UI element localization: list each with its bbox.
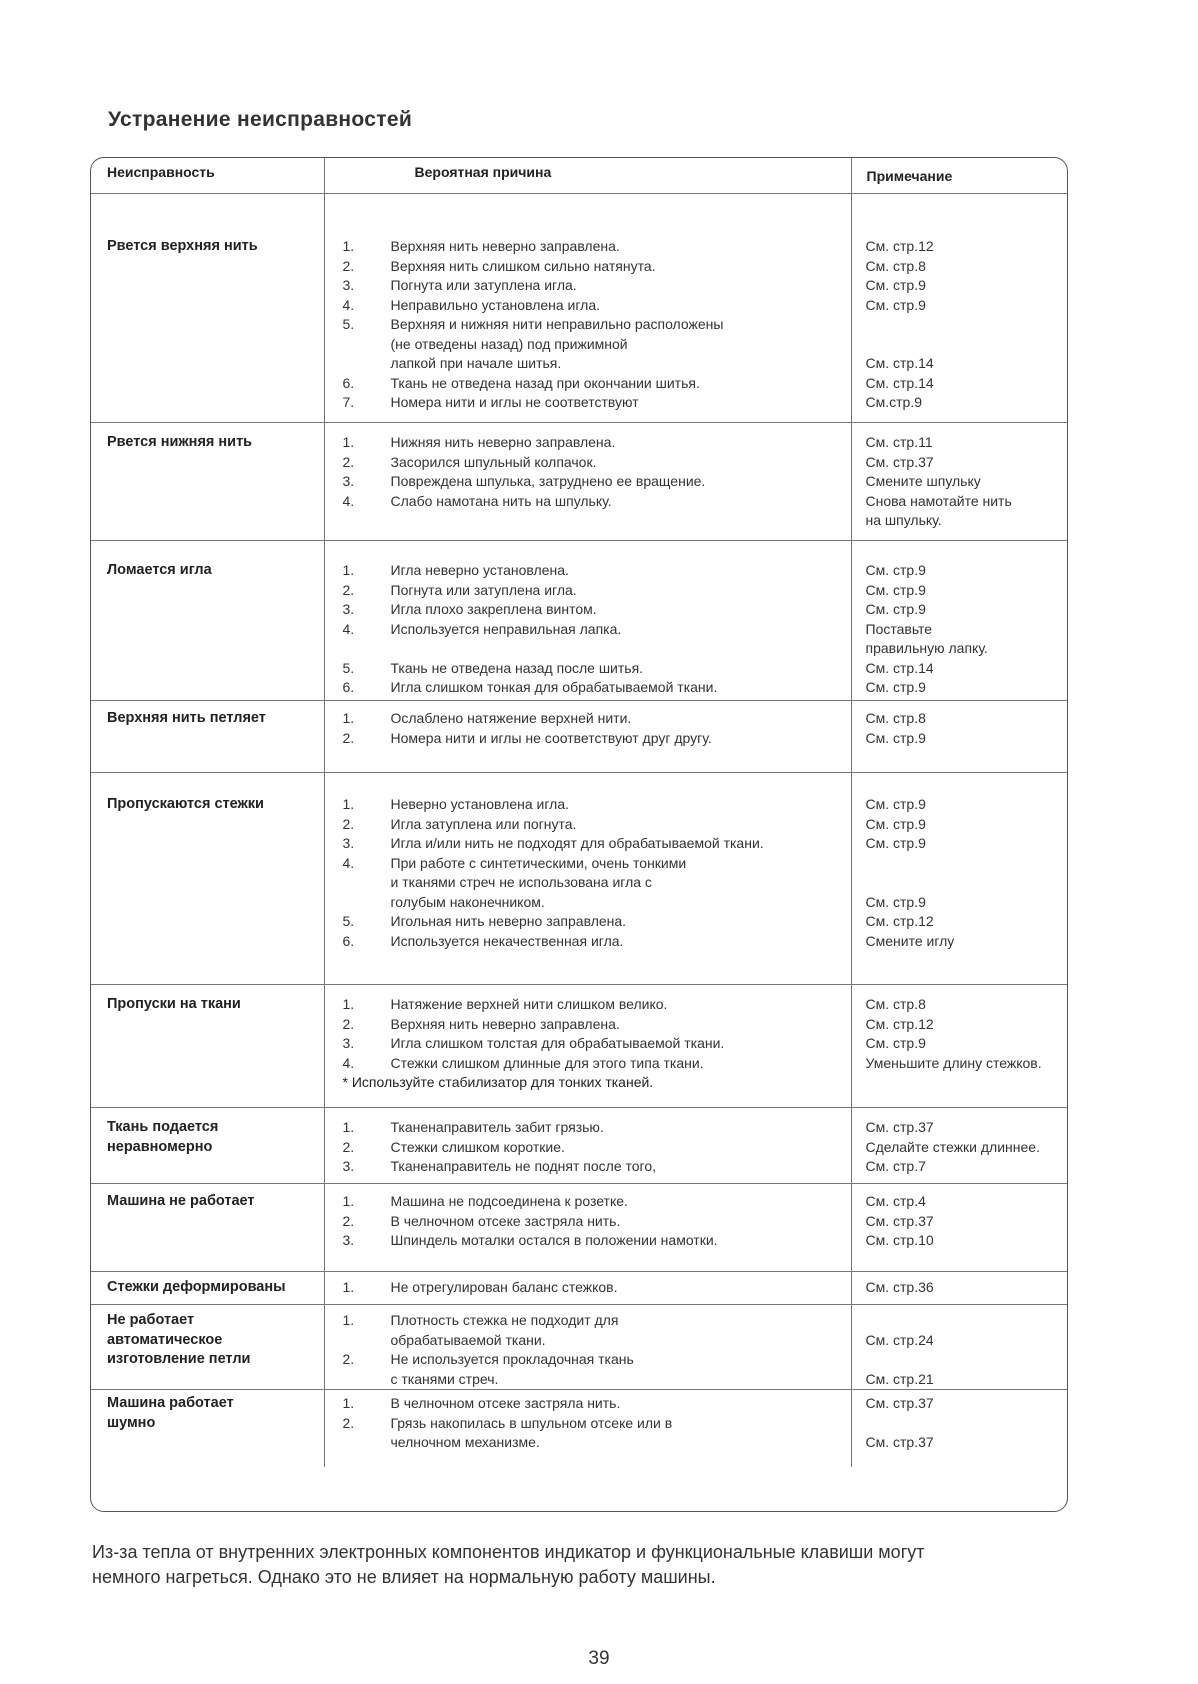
cause-line (325, 1370, 851, 1390)
cause-number: 1. (342, 1119, 355, 1135)
note-text: См. стр.14 (865, 355, 934, 371)
cause-number: 5. (342, 316, 355, 332)
cause-number: 2. (342, 1212, 355, 1229)
note-text (852, 854, 1068, 874)
cause-number (325, 873, 391, 893)
cause-line (325, 1231, 851, 1251)
table-row (91, 701, 1067, 773)
table-row (91, 985, 1067, 1108)
note-text: Смените иглу (865, 932, 955, 949)
cause-text: Не используется прокладочная ткань (390, 1351, 634, 1367)
cause-number: 2. (342, 1015, 355, 1032)
problem-label: Пропускаются стежки (107, 796, 264, 812)
cause-text: При работе с синтетическими, очень тонкими (390, 854, 687, 871)
cause-number: 6. (342, 679, 355, 695)
note-cell (851, 773, 1067, 985)
note-text (852, 1350, 1068, 1370)
note-text: См. стр.4 (865, 1193, 926, 1209)
cause-number: 1. (342, 1193, 355, 1209)
cause-cell (324, 194, 851, 423)
note-text: См. стр.9 (865, 729, 926, 746)
problem-label: Машина не работает (107, 1193, 255, 1209)
cause-text: лапкой при начале шитья. (390, 355, 562, 371)
note-text: См. стр.37 (865, 1434, 934, 1450)
cause-text: Неправильно установлена игла. (390, 296, 601, 313)
cause-line (325, 492, 851, 512)
cause-text: Игла слишком толстая для обрабатываемой ткани. (390, 1035, 725, 1051)
cause-line (325, 374, 851, 394)
table-header-row (91, 158, 1067, 194)
cause-number: 3. (342, 1232, 355, 1248)
cause-line (325, 296, 851, 316)
cause-line (325, 581, 851, 601)
cause-number: 1. (342, 1312, 355, 1328)
cause-line (325, 315, 851, 335)
cause-line (325, 729, 851, 749)
problem-label: Рвется верхняя нить (107, 238, 258, 254)
note-text: Уменьшите длину стежков. (865, 1054, 1042, 1071)
cause-line (325, 815, 851, 835)
cause-cell (324, 985, 851, 1108)
cause-text: и тканями стреч не использована игла с (390, 874, 652, 890)
cause-cell (324, 1390, 851, 1467)
note-text: См. стр.12 (865, 913, 934, 929)
cause-text: Игла плохо закреплена винтом. (390, 601, 597, 617)
note-cell (851, 1305, 1067, 1390)
cause-cell (324, 1108, 851, 1184)
note-text: См. стр.37 (865, 1395, 934, 1411)
cause-number: 1. (342, 1395, 355, 1411)
note-text: См. стр.12 (865, 238, 934, 254)
cause-line (325, 472, 851, 492)
cause-number: 2. (342, 1414, 355, 1431)
cause-line (325, 1414, 851, 1434)
cause-number: 4. (342, 296, 355, 313)
note-cell (851, 985, 1067, 1108)
cause-number: 4. (342, 854, 355, 871)
note-text (852, 315, 1068, 335)
cause-number: 1. (342, 996, 355, 1012)
table-row (91, 1305, 1067, 1390)
cause-text: Номера нити и иглы не соответствуют друг другу. (390, 729, 712, 746)
header-problem: Неисправность (91, 158, 324, 194)
cause-number: 1. (342, 434, 355, 450)
cause-number: 7. (342, 394, 355, 410)
note-cell (851, 1184, 1067, 1272)
problem-cell (91, 194, 324, 423)
cause-line (325, 893, 851, 913)
cause-line (325, 620, 851, 640)
cause-text: Погнута или затуплена игла. (390, 581, 577, 598)
note-text: Поставьте (865, 620, 933, 637)
cause-line (325, 873, 851, 893)
cause-text: Ослаблено натяжение верхней нити. (390, 710, 632, 726)
cause-text: Ткань не отведена назад после шитья. (390, 659, 644, 676)
cause-text: Игла затуплена или погнута. (390, 815, 577, 832)
note-text: См. стр.8 (865, 996, 926, 1012)
cause-line (325, 600, 851, 620)
cause-number: 2. (342, 1138, 355, 1155)
cause-cell (324, 1305, 851, 1390)
cause-number (325, 1331, 391, 1351)
table-row (91, 773, 1067, 985)
cause-line (325, 354, 851, 374)
cause-cell (324, 1184, 851, 1272)
cause-line (325, 995, 851, 1015)
cause-line (325, 659, 851, 679)
cause-number (325, 893, 391, 913)
problem-label: Верхняя нить петляет (107, 710, 266, 726)
note-text: См. стр.7 (865, 1158, 926, 1174)
table-row (91, 1108, 1067, 1184)
cause-number: 5. (342, 913, 355, 929)
cause-text: В челночном отсеке застряла нить. (390, 1212, 621, 1229)
cause-line (325, 1331, 851, 1351)
cause-line (325, 257, 851, 277)
table-row (91, 194, 1067, 423)
note-text: См. стр.9 (865, 296, 926, 313)
note-text: См. стр.9 (865, 796, 926, 812)
cause-number: 4. (342, 492, 355, 509)
cause-text: Грязь накопилась в шпульном отсеке или в (390, 1414, 673, 1431)
cause-number: 1. (342, 796, 355, 812)
cause-text: Игла слишком тонкая для обрабатываемой ткани. (390, 679, 718, 695)
cause-number: 2. (342, 257, 355, 274)
note-text: См. стр.9 (865, 893, 926, 910)
cause-line (325, 1433, 851, 1453)
note-text: См. стр.37 (865, 1119, 934, 1135)
cause-number: 2. (342, 729, 355, 746)
problem-cell (91, 1108, 324, 1184)
cause-line (325, 795, 851, 815)
cause-text (391, 511, 851, 531)
cause-number (325, 639, 391, 659)
note-cell (851, 194, 1067, 423)
cause-text: Шпиндель моталки остался в положении намотки. (390, 1232, 718, 1248)
heat-notice-line: немного нагреться. Однако это не влияет на нормальную работу машины. (92, 1567, 716, 1587)
cause-text: обрабатываемой ткани. (390, 1331, 546, 1348)
problem-cell (91, 701, 324, 773)
cause-text (391, 639, 851, 659)
cause-number (325, 354, 391, 374)
table-row (91, 1184, 1067, 1272)
problem-cell (91, 773, 324, 985)
cause-line (325, 1034, 851, 1054)
cause-line (325, 834, 851, 854)
cause-line (325, 1350, 851, 1370)
cause-text: В челночном отсеке застряла нить. (390, 1395, 621, 1411)
table-row (91, 423, 1067, 541)
troubleshooting-table (90, 157, 1068, 1512)
cause-cell (324, 701, 851, 773)
cause-number: 3. (342, 601, 355, 617)
cause-text: Неверно установлена игла. (390, 796, 569, 812)
problem-cell (91, 985, 324, 1108)
note-cell (851, 701, 1067, 773)
cause-line (325, 1118, 851, 1138)
cause-line (325, 511, 851, 531)
note-text: См.стр.9 (865, 394, 922, 410)
note-text: Снова намотайте нить (865, 492, 1012, 509)
note-text: Сделайте стежки длиннее. (865, 1138, 1040, 1155)
cause-line (325, 1212, 851, 1232)
problem-cell (91, 1305, 324, 1390)
cause-cell (324, 1272, 851, 1305)
problem-label: неравномерно (107, 1138, 213, 1155)
cause-line (325, 678, 851, 698)
cause-line (325, 453, 851, 473)
page-number: 39 (588, 1648, 610, 1669)
note-text: См. стр.10 (865, 1232, 934, 1248)
problem-label: Ломается игла (107, 562, 212, 578)
note-cell (851, 1272, 1067, 1305)
problem-label: Стежки деформированы (107, 1279, 286, 1295)
cause-footnote: * Используйте стабилизатор для тонких тканей. (342, 1074, 654, 1090)
cause-cell (324, 423, 851, 541)
cause-line (325, 854, 851, 874)
note-text: Смените шпульку (865, 473, 981, 489)
cause-number: 3. (342, 277, 355, 293)
note-text: на шпульку. (865, 512, 942, 528)
problem-cell (91, 541, 324, 701)
note-text: См. стр.11 (865, 434, 933, 450)
note-text: См. стр.37 (865, 1212, 934, 1229)
problem-label: шумно (107, 1414, 156, 1431)
cause-number: 2. (342, 815, 355, 832)
cause-number: 1. (342, 1279, 355, 1295)
cause-line (325, 912, 851, 932)
cause-line (325, 1054, 851, 1074)
cause-cell (324, 773, 851, 985)
note-text: См. стр.9 (865, 581, 926, 598)
cause-line (325, 1192, 851, 1212)
cause-text: Погнута или затуплена игла. (390, 277, 577, 293)
cause-number: 2. (342, 1351, 355, 1367)
note-text: См. стр.36 (865, 1279, 934, 1295)
note-text: См. стр.14 (865, 659, 934, 676)
problem-cell (91, 423, 324, 541)
cause-number (325, 335, 391, 355)
cause-text: с тканями стреч. (390, 1370, 499, 1387)
cause-text: Верхняя нить неверно заправлена. (390, 1015, 620, 1032)
cause-text: Повреждена шпулька, затруднено ее вращение. (390, 473, 706, 489)
note-text: См. стр.37 (865, 453, 934, 470)
note-text: См. стр.14 (865, 374, 934, 391)
note-text: См. стр.24 (865, 1331, 934, 1348)
cause-text: Ткань не отведена назад при окончании шитья. (390, 374, 700, 391)
cause-number: 1. (342, 562, 355, 578)
note-text: См. стр.9 (865, 679, 926, 695)
cause-number: 1. (342, 238, 355, 254)
note-text (852, 1311, 1068, 1331)
page-title: Устранение неисправностей (108, 108, 413, 131)
problem-label: Пропуски на ткани (107, 996, 241, 1012)
cause-text: Игольная нить неверно заправлена. (390, 913, 627, 929)
cause-number: 3. (342, 473, 355, 489)
cause-text: Верхняя нить неверно заправлена. (390, 238, 620, 254)
note-text: См. стр.9 (865, 1035, 926, 1051)
note-cell (851, 541, 1067, 701)
note-text: См. стр.9 (865, 601, 926, 617)
note-text: См. стр.9 (865, 835, 926, 851)
note-text (852, 1414, 1068, 1434)
note-text: См. стр.8 (865, 710, 926, 726)
note-text: См. стр.8 (865, 257, 926, 274)
cause-line (325, 1138, 851, 1158)
note-text: См. стр.9 (865, 277, 926, 293)
cause-text: голубым наконечником. (390, 893, 545, 910)
cause-line (325, 1278, 851, 1298)
note-cell (851, 423, 1067, 541)
cause-line (325, 1394, 851, 1414)
cause-text: Стежки слишком короткие. (390, 1138, 565, 1155)
cause-line (325, 237, 851, 257)
cause-line (325, 639, 851, 659)
problem-label: автоматическое (107, 1331, 223, 1348)
cause-text: Нижняя нить неверно заправлена. (390, 434, 616, 450)
cause-text: Плотность стежка не подходит для (390, 1312, 619, 1328)
cause-number: 4. (342, 620, 355, 637)
cause-line (325, 393, 851, 413)
cause-line (325, 335, 851, 355)
cause-text: челночном механизме. (390, 1434, 540, 1450)
cause-number: 3. (342, 1158, 355, 1174)
cause-number: 6. (342, 932, 355, 949)
cause-number: 3. (342, 835, 355, 851)
cause-number: 1. (342, 710, 355, 726)
note-text: См. стр.12 (865, 1015, 934, 1032)
cause-text: Игла неверно установлена. (390, 562, 569, 578)
problem-cell (91, 1390, 324, 1467)
problem-cell (91, 1184, 324, 1272)
header-note: Примечание (851, 158, 1067, 194)
cause-text: Верхняя и нижняя нити неправильно расположены (390, 316, 724, 332)
problem-label: Машина работает (107, 1395, 234, 1411)
note-text: правильную лапку. (865, 640, 988, 656)
cause-text: Машина не подсоединена к розетке. (390, 1193, 628, 1209)
cause-text: Номера нити и иглы не соответствуют (390, 394, 639, 410)
cause-line (325, 1157, 851, 1177)
note-cell (851, 1108, 1067, 1184)
cause-number: 2. (342, 453, 355, 470)
cause-text: Слабо намотана нить на шпульку. (390, 492, 612, 509)
cause-line (325, 561, 851, 581)
note-text: См. стр.9 (865, 815, 926, 832)
cause-text: Натяжение верхней нити слишком велико. (390, 996, 668, 1012)
table-body (91, 194, 1067, 1467)
cause-text: Тканенаправитель не поднят после того, (390, 1158, 657, 1174)
note-text (852, 873, 1068, 893)
cause-number: 3. (342, 1035, 355, 1051)
cause-text: Не отрегулирован баланс стежков. (390, 1279, 618, 1295)
cause-number (325, 1370, 391, 1390)
cause-number (325, 511, 391, 531)
problem-label: Ткань подается (107, 1119, 219, 1135)
note-text: См. стр.21 (865, 1370, 934, 1387)
cause-number: 4. (342, 1054, 355, 1071)
cause-number: 6. (342, 374, 355, 391)
cause-line (325, 709, 851, 729)
cause-number: 2. (342, 581, 355, 598)
cause-text: (не отведены назад) под прижимной (390, 335, 628, 352)
cause-text: Засорился шпульный колпачок. (390, 453, 597, 470)
cause-text: Используется неправильная лапка. (390, 620, 622, 637)
problem-label: Не работает (107, 1312, 195, 1328)
cause-text: Используется некачественная игла. (390, 932, 624, 949)
cause-number: 5. (342, 659, 355, 676)
cause-cell (324, 541, 851, 701)
cause-text: Стежки слишком длинные для этого типа ткани. (390, 1054, 704, 1071)
problem-cell (91, 1272, 324, 1305)
cause-line (325, 932, 851, 952)
cause-text: Верхняя нить слишком сильно натянута. (390, 257, 656, 274)
problem-label: Рвется нижняя нить (107, 434, 253, 450)
table-row (91, 541, 1067, 701)
note-text (852, 335, 1068, 355)
cause-number (325, 1433, 391, 1453)
note-cell (851, 1390, 1067, 1467)
heat-notice-line: Из-за тепла от внутренних электронных компонентов индикатор и функциональные клавиши могут (92, 1542, 925, 1562)
note-text: См. стр.9 (865, 562, 926, 578)
header-cause: Вероятная причина (324, 158, 851, 194)
cause-line (325, 1015, 851, 1035)
problem-label: изготовление петли (107, 1351, 251, 1367)
table-row (91, 1390, 1067, 1467)
cause-line (325, 433, 851, 453)
cause-line (325, 1311, 851, 1331)
cause-line (325, 276, 851, 296)
table-row (91, 1272, 1067, 1305)
cause-text: Игла и/или нить не подходят для обрабатываемой ткани. (390, 835, 764, 851)
cause-text: Тканенаправитель забит грязью. (390, 1119, 604, 1135)
heat-notice (92, 1540, 1092, 1590)
